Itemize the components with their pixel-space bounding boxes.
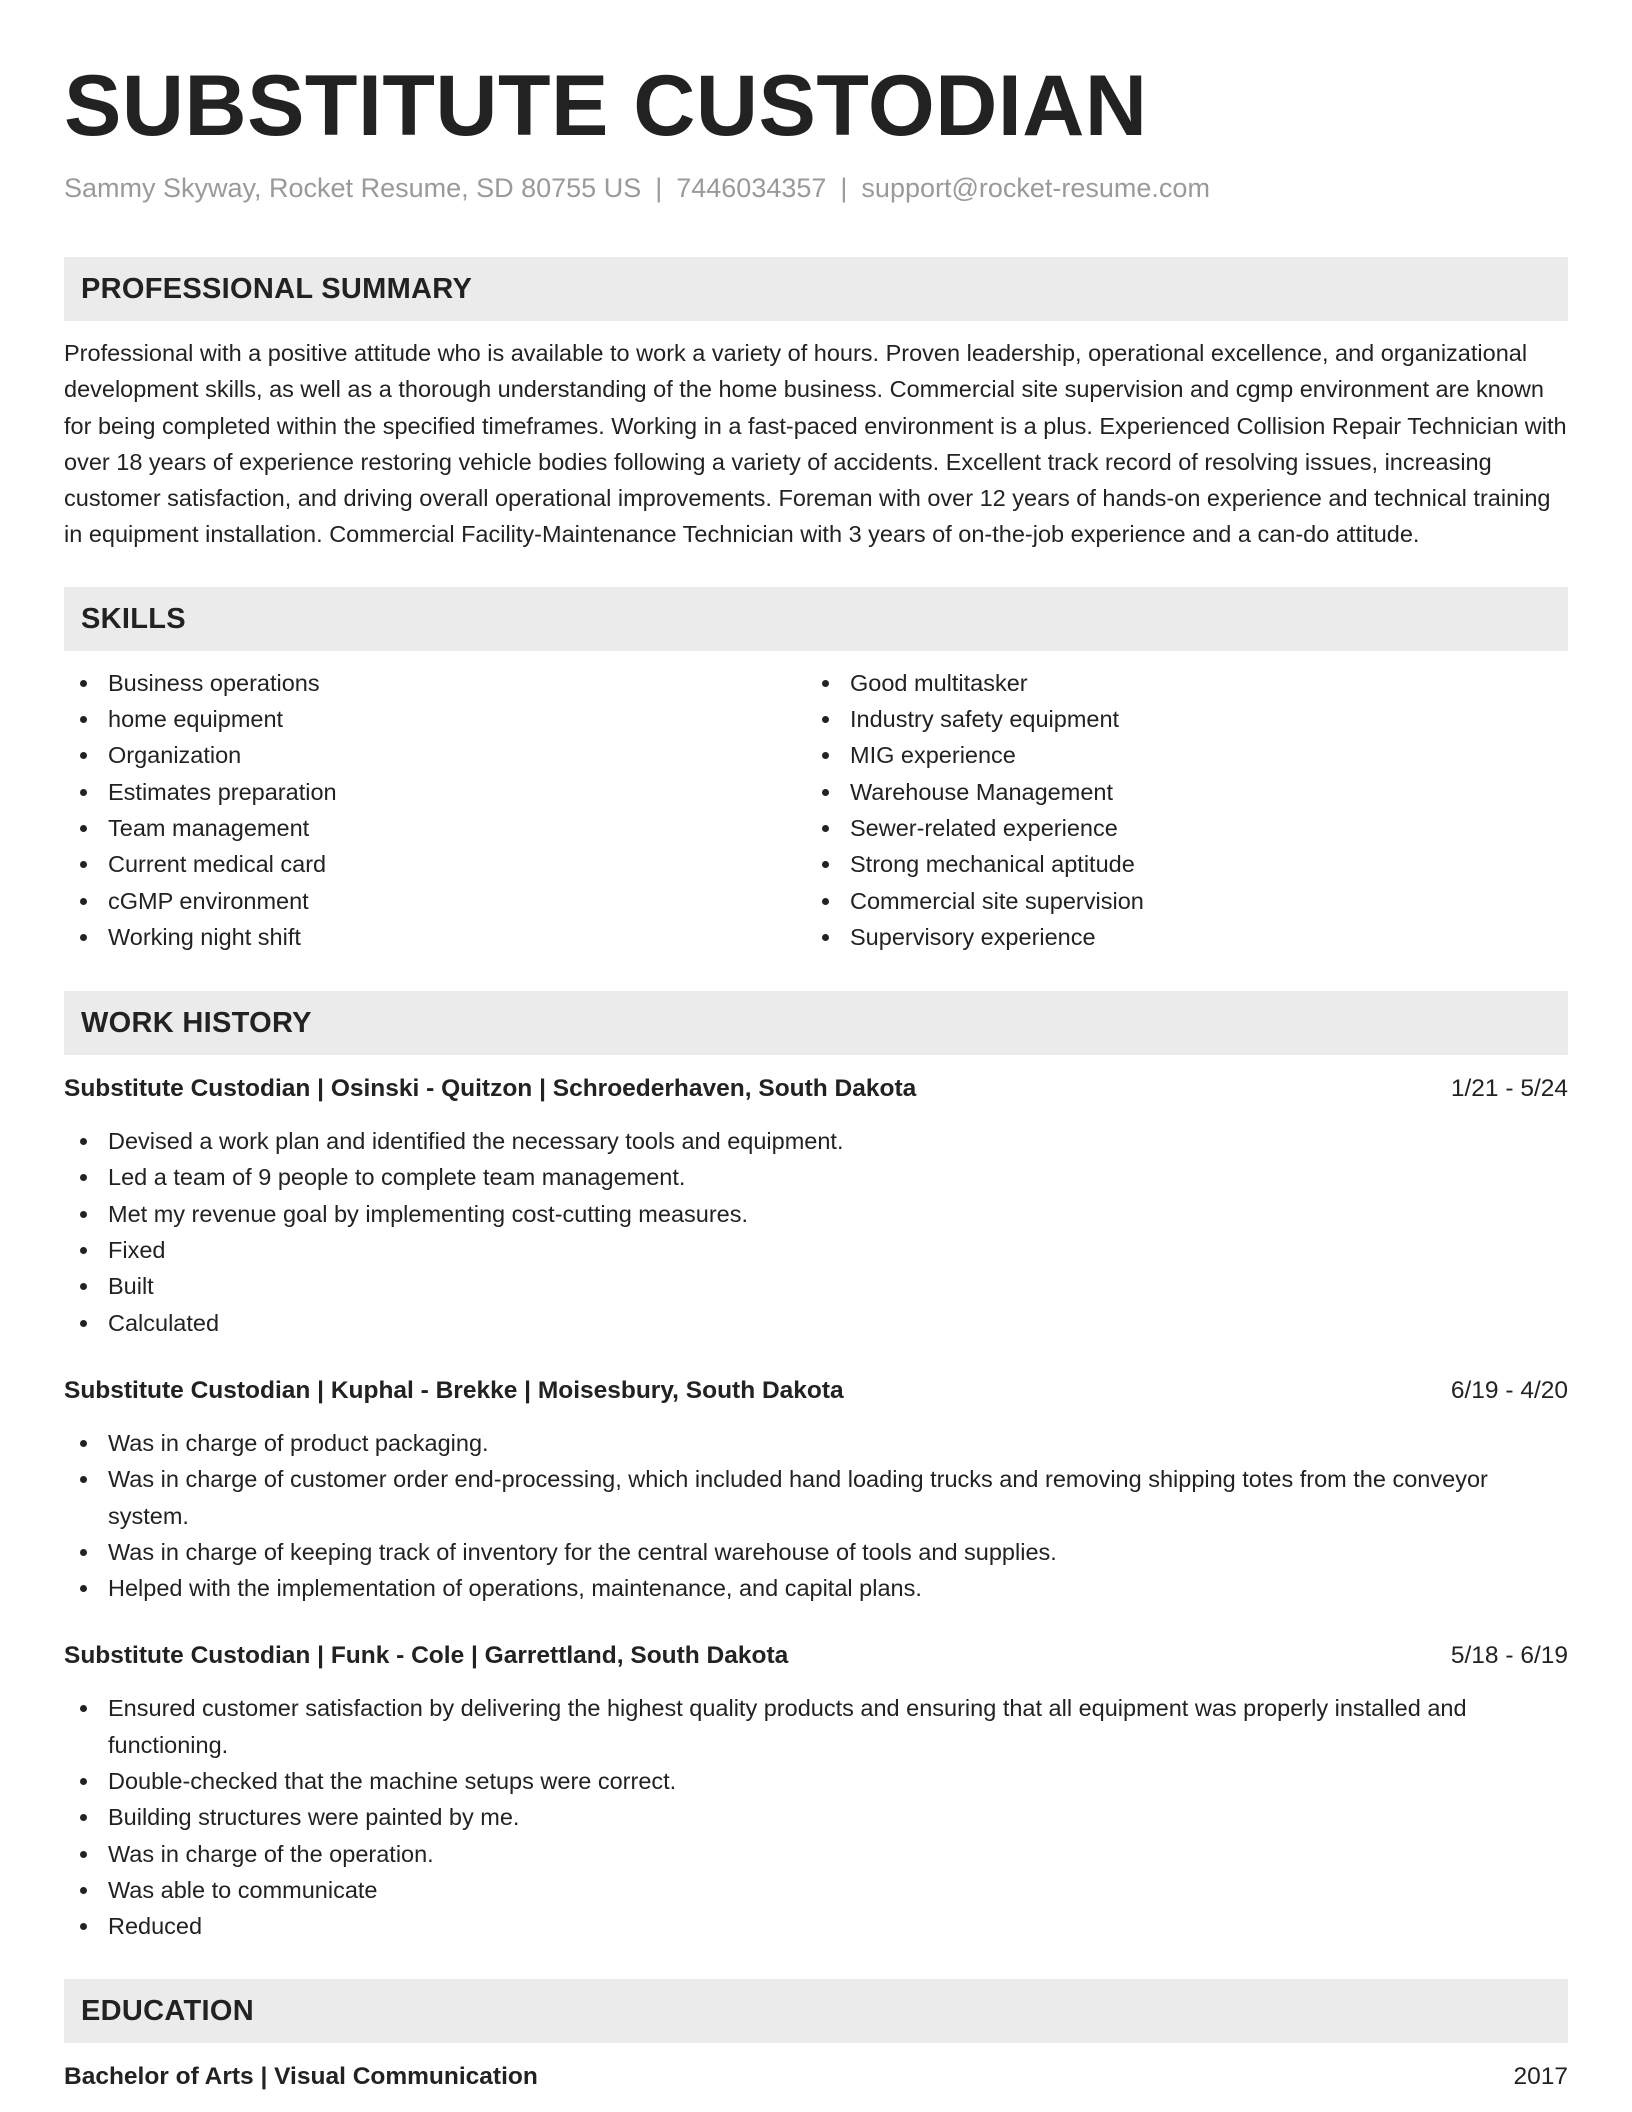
- skill-item: Current medical card: [64, 846, 806, 882]
- job-dates: 1/21 - 5/24: [1450, 1075, 1568, 1103]
- job-title: Substitute Custodian | Kuphal - Brekke | Moisesbury, South Dakota: [64, 1376, 844, 1404]
- skill-item: Commercial site supervision: [806, 883, 1548, 919]
- job-title: Substitute Custodian | Funk - Cole | Garrettland, South Dakota: [64, 1642, 789, 1670]
- skill-item: Supervisory experience: [806, 919, 1548, 955]
- job-title: Substitute Custodian | Osinski - Quitzon | Schroederhaven, South Dakota: [64, 1075, 917, 1103]
- contact-address: Sammy Skyway, Rocket Resume, SD 80755 US: [64, 173, 642, 203]
- job-bullet: Was in charge of the operation.: [64, 1836, 1568, 1872]
- job-bullet-list: [64, 1123, 1568, 1341]
- job-bullet-list: [64, 1425, 1568, 1606]
- job-bullet: Built: [64, 1268, 1568, 1304]
- job-entry: [64, 1071, 1568, 1341]
- summary-text: Professional with a positive attitude who is available to work a variety of hours. Proven leadership, operational excellence, and organizational development skills, as well as a thorough understanding of the home business. Commercial site supervision and cgmp environment are known for being completed within the specified timeframes. Working in a fast-paced environment is a plus. Experienced Collision Repair Technician with over 18 years of experience restoring vehicle bodies following a variety of accidents. Excellent track record of resolving issues, increasing customer satisfaction, and driving overall operational improvements. Foreman with over 12 years of hands-on experience and technical training in equipment installation. Commercial Facility-Maintenance Technician with 3 years of on-the-job experience and a can-do attitude.: [64, 340, 1567, 548]
- job-bullet: Led a team of 9 people to complete team management.: [64, 1159, 1568, 1195]
- education-degree: Bachelor of Arts | Visual Communication: [64, 2062, 538, 2090]
- skills-list-right: [806, 665, 1548, 955]
- contact-line: [64, 170, 1568, 206]
- job-bullet: Reduced: [64, 1908, 1568, 1944]
- contact-email: support@rocket-resume.com: [861, 173, 1210, 203]
- job-bullet: Was in charge of customer order end-processing, which included hand loading trucks and removing shipping totes from the conveyor system.: [64, 1461, 1568, 1534]
- job-bullet: Calculated: [64, 1305, 1568, 1341]
- skill-item: home equipment: [64, 701, 806, 737]
- job-bullet: Ensured customer satisfaction by delivering the highest quality products and ensuring that all equipment was properly installed and functioning.: [64, 1690, 1568, 1763]
- contact-phone: 7446034357: [676, 173, 827, 203]
- job-dates: 6/19 - 4/20: [1450, 1376, 1568, 1404]
- job-dates: 5/18 - 6/19: [1450, 1642, 1568, 1670]
- job-entry: [64, 1373, 1568, 1606]
- job-bullet: Was in charge of keeping track of inventory for the central warehouse of tools and supplies.: [64, 1534, 1568, 1570]
- section-header-work-history: WORK HISTORY: [64, 991, 1568, 1055]
- job-entry: [64, 1638, 1568, 1944]
- skills-list-left: [64, 665, 806, 955]
- job-header: [64, 1071, 1568, 1107]
- contact-separator: |: [840, 173, 848, 203]
- job-bullet-list: [64, 1690, 1568, 1944]
- job-bullet: Fixed: [64, 1232, 1568, 1268]
- job-bullet: Double-checked that the machine setups were correct.: [64, 1763, 1568, 1799]
- job-bullet: Was in charge of product packaging.: [64, 1425, 1568, 1461]
- contact-separator: |: [655, 173, 663, 203]
- skill-item: Team management: [64, 810, 806, 846]
- education-entry: [64, 2059, 1568, 2095]
- skill-item: Business operations: [64, 665, 806, 701]
- skill-item: Warehouse Management: [806, 774, 1548, 810]
- section-header-skills: SKILLS: [64, 587, 1568, 651]
- skill-item: Working night shift: [64, 919, 806, 955]
- job-bullet: Building structures were painted by me.: [64, 1799, 1568, 1835]
- section-header-summary: PROFESSIONAL SUMMARY: [64, 257, 1568, 321]
- job-bullet: Devised a work plan and identified the necessary tools and equipment.: [64, 1123, 1568, 1159]
- job-bullet: Met my revenue goal by implementing cost-cutting measures.: [64, 1196, 1568, 1232]
- skill-item: MIG experience: [806, 737, 1548, 773]
- skill-item: Good multitasker: [806, 665, 1548, 701]
- job-bullet: Helped with the implementation of operations, maintenance, and capital plans.: [64, 1570, 1568, 1606]
- resume-name: SUBSTITUTE CUSTODIAN: [64, 58, 1148, 154]
- job-header: [64, 1638, 1568, 1674]
- job-header: [64, 1373, 1568, 1409]
- skill-item: cGMP environment: [64, 883, 806, 919]
- skill-item: Organization: [64, 737, 806, 773]
- skill-item: Estimates preparation: [64, 774, 806, 810]
- skill-item: Sewer-related experience: [806, 810, 1548, 846]
- job-bullet: Was able to communicate: [64, 1872, 1568, 1908]
- skill-item: Industry safety equipment: [806, 701, 1548, 737]
- skill-item: Strong mechanical aptitude: [806, 846, 1548, 882]
- section-header-education: EDUCATION: [64, 1979, 1568, 2043]
- skills-grid: [64, 665, 1568, 955]
- education-year: 2017: [1513, 2062, 1568, 2090]
